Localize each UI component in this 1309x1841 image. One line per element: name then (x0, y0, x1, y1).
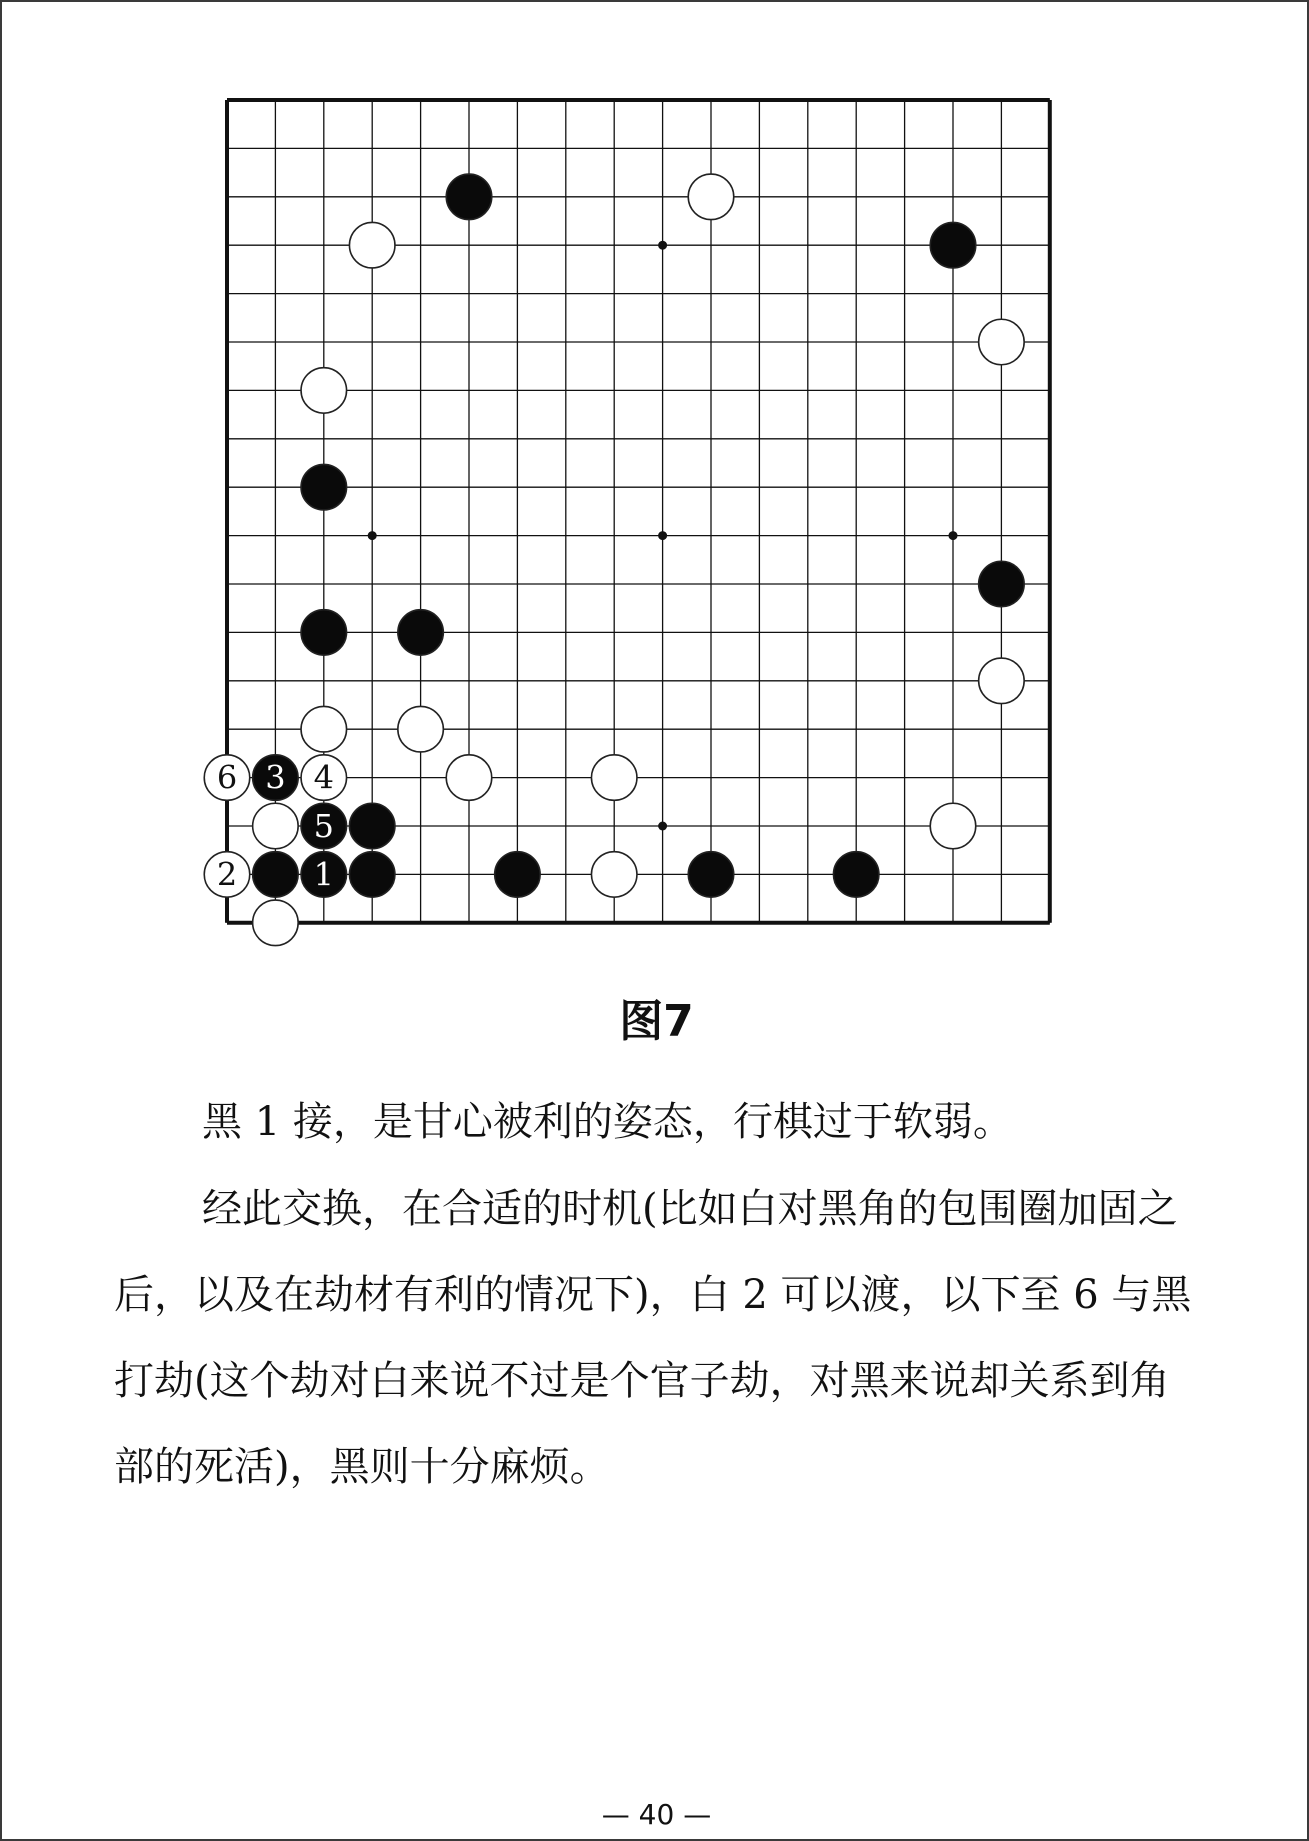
stone-move-number: 1 (313, 855, 334, 894)
white-stone (253, 803, 298, 848)
black-stone (349, 852, 394, 897)
white-stone (301, 368, 346, 413)
white-stone (349, 222, 394, 267)
star-point (368, 531, 377, 540)
black-stone (253, 852, 298, 897)
figure-caption: 图7 (619, 996, 694, 1047)
white-stone (301, 706, 346, 751)
white-stone (591, 755, 636, 800)
white-stone (979, 658, 1024, 703)
black-stone (930, 222, 975, 267)
star-point (949, 531, 958, 540)
star-point (658, 531, 667, 540)
black-stone (301, 464, 346, 509)
black-stone (979, 561, 1024, 606)
black-stone (446, 174, 491, 219)
black-stone (495, 852, 540, 897)
white-stone (930, 803, 975, 848)
black-stone (688, 852, 733, 897)
star-point (658, 822, 667, 831)
stone-move-number: 4 (313, 758, 334, 797)
white-stone (446, 755, 491, 800)
black-stone (833, 852, 878, 897)
black-stone (349, 803, 394, 848)
paragraph-1: 黑 1 接，是甘心被利的姿态，行棋过于软弱。 (202, 1099, 1013, 1145)
white-stone (398, 706, 443, 751)
page-number: — 40 — (601, 1798, 712, 1831)
white-stone (591, 852, 636, 897)
star-point (658, 241, 667, 250)
white-stone (253, 900, 298, 945)
black-stone (301, 610, 346, 655)
stone-move-number: 2 (216, 855, 238, 894)
white-stone (688, 174, 733, 219)
paragraph-2: 经此交换，在合适的时机(比如白对黑角的包围圈加固之后，以及在劫材有利的情况下)，白 2 可以渡，以下至 6 与黑打劫(这个劫对白来说不过是个官子劫，对黑来说却关系到角部的死活)，黑则十分麻烦。 (114, 1186, 1192, 1490)
stone-move-number: 5 (313, 807, 334, 845)
go-board-diagram (202, 92, 1102, 992)
stone-move-number: 6 (216, 758, 238, 797)
white-stone (979, 319, 1024, 364)
stone-move-number: 3 (265, 758, 286, 797)
black-stone (398, 610, 443, 655)
go-board (202, 92, 1102, 992)
